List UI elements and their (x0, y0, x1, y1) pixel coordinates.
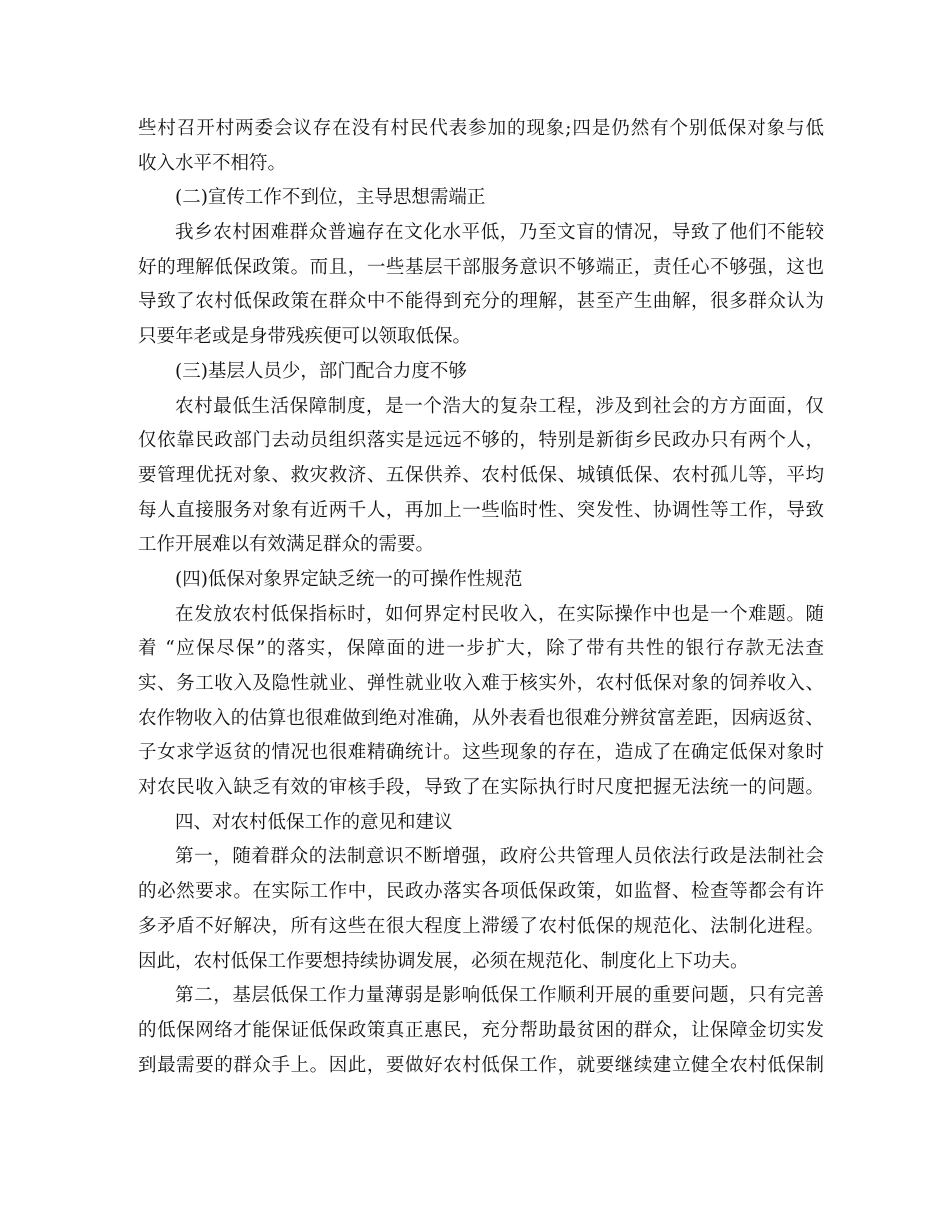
text-line: 第一，随着群众的法制意识不断增强，政府公共管理人员依法行政是法制社会 (175, 846, 824, 868)
text-line: 导致了农村低保政策在群众中不能得到充分的理解，甚至产生曲解，很多群众认为 (138, 291, 824, 313)
text-line: (三)基层人员少，部门配合力度不够 (175, 360, 467, 382)
text-line: 只要年老或是身带残疾便可以领取低保。 (138, 326, 472, 348)
text-line: 在发放农村低保指标时，如何界定村民收入，在实际操作中也是一个难题。随 (175, 603, 824, 625)
text-line: 因此，农村低保工作要想持续协调发展，必须在规范化、制度化上下功夫。 (138, 950, 749, 972)
text-line: (四)低保对象界定缺乏统一的可操作性规范 (175, 568, 523, 590)
text-line: 收入水平不相符。 (138, 152, 287, 174)
text-line: 仅依靠民政部门去动员组织落实是远远不够的，特别是新街乡民政办只有两个人， (138, 430, 824, 452)
text-line: 要管理优抚对象、救灾救济、五保供养、农村低保、城镇低保、农村孤儿等，平均 (138, 464, 824, 486)
text-line: 农作物收入的估算也很难做到绝对准确，从外表看也很难分辨贫富差距，因病返贫、 (138, 707, 824, 729)
text-line: 着 “应保尽保”的落实，保障面的进一步扩大，除了带有共性的银行存款无法查 (138, 638, 824, 660)
text-line: 我乡农村困难群众普遍存在文化水平低，乃至文盲的情况，导致了他们不能较 (175, 222, 824, 244)
text-line: 每人直接服务对象有近两千人，再加上一些临时性、突发性、协调性等工作，导致 (138, 499, 824, 521)
text-line: 农村最低生活保障制度，是一个浩大的复杂工程，涉及到社会的方方面面，仅 (175, 395, 824, 417)
text-line: 的低保网络才能保证低保政策真正惠民，充分帮助最贫困的群众，让保障金切实发 (138, 1019, 824, 1041)
text-line: 些村召开村两委会议存在没有村民代表参加的现象;四是仍然有个别低保对象与低 (138, 118, 824, 139)
text-line: 子女求学返贫的情况也很难精确统计。这些现象的存在，造成了在确定低保对象时 (138, 742, 824, 764)
text-line: (二)宣传工作不到位，主导思想需端正 (175, 187, 486, 209)
text-line: 好的理解低保政策。而且，一些基层干部服务意识不够端正，责任心不够强，这也 (138, 256, 824, 278)
text-line: 第二，基层低保工作力量薄弱是影响低保工作顺利开展的重要问题，只有完善 (175, 985, 824, 1007)
text-line: 到最需要的群众手上。因此，要做好农村低保工作，就要继续建立健全农村低保制 (138, 1054, 824, 1076)
text-line: 的必然要求。在实际工作中，民政办落实各项低保政策，如监督、检查等都会有许 (138, 881, 824, 903)
body-text (138, 112, 824, 1083)
text-line: 工作开展难以有效满足群众的需要。 (138, 534, 435, 556)
text-line: 四、对农村低保工作的意见和建议 (175, 811, 453, 833)
text-line: 实、务工收入及隐性就业、弹性就业收入难于核实外，农村低保对象的饲养收入、 (138, 673, 824, 694)
text-line: 对农民收入缺乏有效的审核手段，导致了在实际执行时尺度把握无法统一的问题。 (138, 777, 824, 799)
text-line: 多矛盾不好解决，所有这些在很大程度上滞缓了农村低保的规范化、法制化进程。 (138, 915, 824, 937)
